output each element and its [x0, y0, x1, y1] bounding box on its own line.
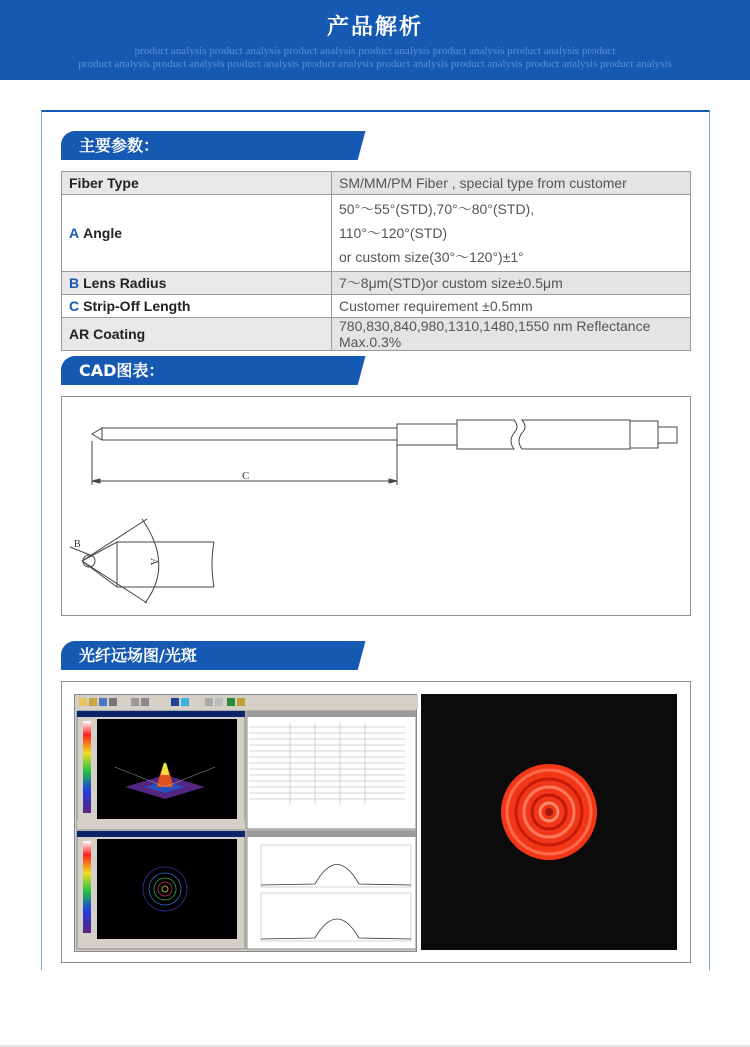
- ar-label: AR Coating: [62, 318, 332, 351]
- table-row: [62, 295, 691, 318]
- strip-label-cell: [62, 295, 332, 318]
- beam-profiler-screenshot: [74, 694, 417, 952]
- arrow-left: [92, 479, 100, 483]
- fiber-jacket: [457, 420, 517, 449]
- fiber-buffer: [397, 424, 457, 445]
- page-title: 产品解析: [326, 15, 423, 40]
- label-b: B: [74, 539, 81, 550]
- strip-letter: C: [69, 298, 80, 314]
- cad-drawing: [62, 397, 692, 617]
- label-a: A: [148, 558, 159, 566]
- lens-label: Lens Radius: [83, 275, 167, 291]
- angle-value-line2: 110°～120°(STD): [339, 225, 448, 241]
- table-row: [62, 272, 691, 295]
- table-row: [62, 172, 691, 195]
- beam-spot-photo: [421, 694, 677, 950]
- colorbar: [83, 721, 91, 813]
- lens-break-line: [212, 542, 214, 587]
- angle-value-cell: [332, 195, 691, 272]
- label-c: C: [242, 470, 250, 482]
- plot-2d-area: [97, 839, 237, 939]
- window-results: [247, 711, 416, 829]
- fiber-jacket-continued: [519, 420, 630, 449]
- angle-leg-bottom: [82, 561, 147, 603]
- ar-value: 780,830,840,980,1310,1480,1550 nm Reflectance Max.0.3%: [332, 318, 691, 351]
- fiber-stripped-section: [92, 428, 397, 440]
- farfield-panel: [61, 681, 691, 963]
- angle-label: Angle: [83, 225, 123, 241]
- connector-body: [630, 421, 658, 448]
- banner-subtitle-line1: product analysis product analysis product analysis product analysis product analysis product analysis product: [134, 45, 616, 57]
- lens-value: 7～8μm(STD)or custom size±0.5μm: [332, 272, 691, 295]
- fiber-type-value: SM/MM/PM Fiber , special type from customer: [332, 172, 691, 195]
- angle-label-cell: [62, 195, 332, 272]
- fiber-type-label: Fiber Type: [62, 172, 332, 195]
- strip-value: Customer requirement ±0.5mm: [332, 295, 691, 318]
- angle-letter: A: [69, 225, 80, 241]
- beam-spot-image: [421, 694, 677, 950]
- lens-label-cell: [62, 272, 332, 295]
- section-header-cad: CAD图表：: [61, 356, 379, 385]
- arrow-right: [389, 479, 397, 483]
- lens-letter: B: [69, 275, 80, 291]
- toolbar: [75, 695, 418, 709]
- window-profiles: [247, 831, 416, 949]
- banner-subtitle-line2: product analysis product analysis product analysis product analysis product analysis product analysis product analysis product analysis: [78, 58, 672, 70]
- table-row: [62, 195, 691, 272]
- table-row: [62, 318, 691, 351]
- strip-label: Strip-Off Length: [83, 298, 191, 314]
- spec-table: [61, 171, 691, 351]
- angle-leg-top: [82, 519, 147, 561]
- angle-value-line1: 50°～55°(STD),70°～80°(STD),: [339, 201, 535, 217]
- cad-drawing-panel: [61, 396, 691, 616]
- lens-top-edge: [82, 542, 214, 561]
- section-header-farfield: 光纤远场图/光斑: [61, 641, 379, 670]
- header-banner: [0, 0, 750, 80]
- beam-profiler-image: [75, 695, 418, 953]
- connector-tip: [658, 427, 677, 443]
- section-header-params: 主要参数：: [61, 131, 379, 160]
- angle-value-line3: or custom size(30°～120°)±1°: [339, 249, 524, 265]
